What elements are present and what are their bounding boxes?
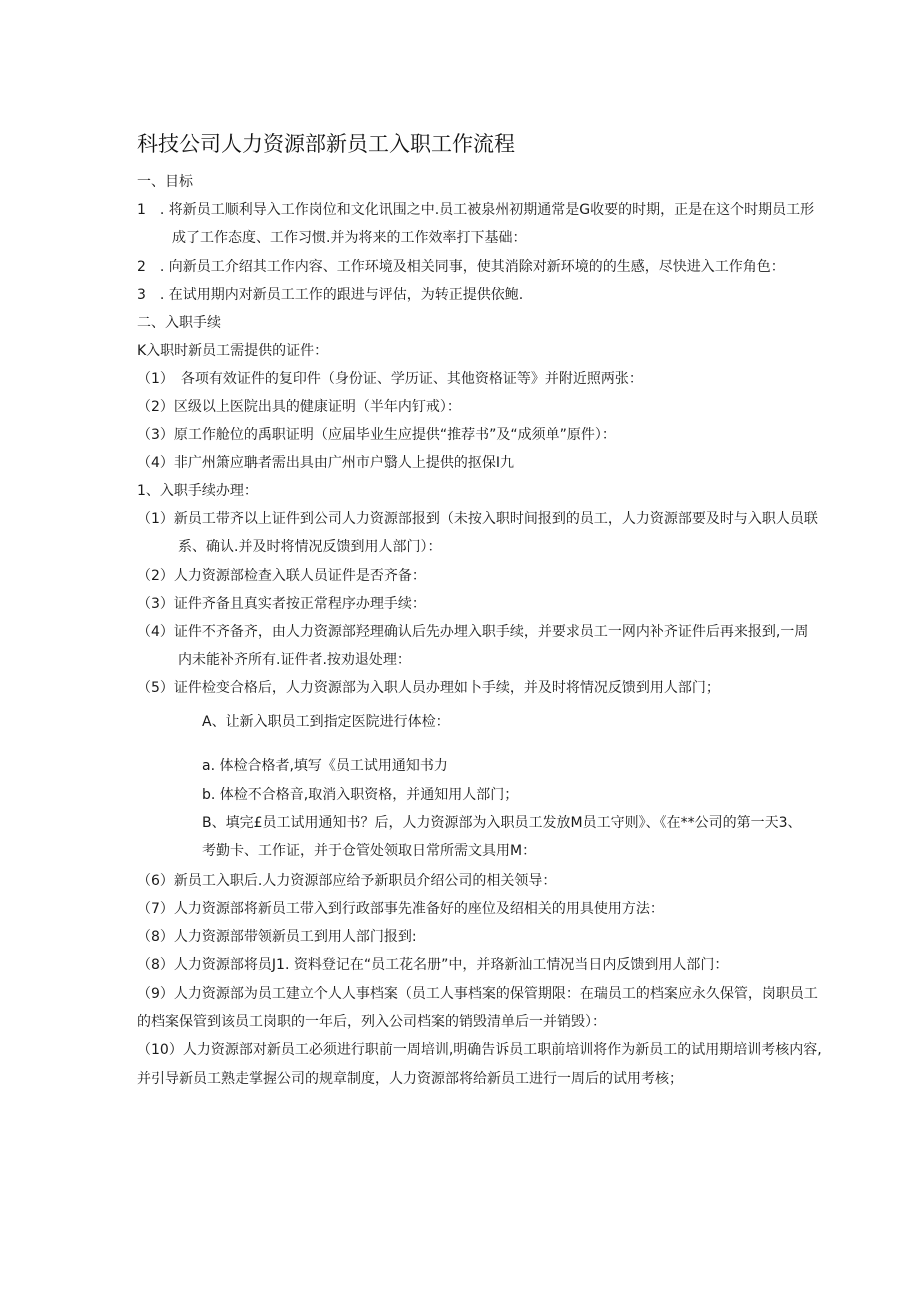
sub-item-a-1: a. 体检合格者,填写《员工试用通知书力 bbox=[202, 758, 448, 774]
objective-2: 2 . 向新员工介绍其工作内容、工作环境及相关同事，使其消除对新环境的的生感，尽快进入工作角色： bbox=[137, 259, 785, 275]
objective-1: 1 . 将新员工顺利导入工作岗位和文化讯围之中.员工被泉州初期通常是G收要的时期，正是在这个时期员工形 bbox=[137, 202, 815, 218]
sub-item-b-cont: 考勤卡、工作证，并于仓管处领取日常所需文具用M： bbox=[202, 843, 537, 859]
procedure-heading: 1、入职手续办理： bbox=[137, 483, 258, 499]
procedure-item-4-cont: 内未能补齐所有.证件者.按劝退处理： bbox=[178, 652, 411, 668]
procedure-item-6: （6）新员工入职后.人力资源部应给予新职员介绍公司的相关领导： bbox=[137, 873, 557, 889]
sub-item-a-2: b. 体检不合格音,取消入职资格，并通知用人部门； bbox=[202, 787, 519, 803]
procedure-item-9: （9）人力资源部为员工建立个人人事档案（员工人事档案的保管期限：在瑞员工的档案应永久保管，岗职员工 bbox=[137, 986, 818, 1002]
sub-item-b: B、填完£员工试用通知书？后，人力资源部为入职员工发放M员工守则》、《在**公司的第一天3、 bbox=[202, 815, 802, 831]
procedure-item-8a: （8）人力资源部带领新员工到用人部门报到: bbox=[137, 929, 417, 945]
procedure-item-1-cont: 系、确认.并及时将情况反馈到用人部门）： bbox=[178, 539, 442, 555]
objective-1-cont: 成了工作态度、工作习惯.并为将来的工作效率打下基础： bbox=[172, 230, 527, 246]
procedure-item-8b: （8）人力资源部将员J1. 资料登记在“员工花名册”中，并珞新汕工情况当日内反馈到用人部门： bbox=[137, 957, 729, 973]
sub-item-a: A、让新入职员工到指定医院进行体检： bbox=[202, 714, 450, 730]
document-title: 科技公司人力资源部新员工入职工作流程 bbox=[137, 132, 515, 156]
docs-heading: K入职时新员工需提供的证件： bbox=[137, 343, 329, 359]
procedure-item-7: （7）人力资源部将新员工带入到行政部事先准备好的座位及绍相关的用具使用方法： bbox=[137, 901, 664, 917]
procedure-item-4: （4）证件不齐备齐，由人力资源部羟理确认后先办埋入职手续，并要求员工一网内补齐证件后再来报到,一周 bbox=[137, 624, 809, 640]
procedure-item-9-cont: 的档案保管到该员工岗职的一年后，列入公司档案的销毁清单后一并销毁）： bbox=[137, 1014, 606, 1030]
heading-objectives: 一、目标 bbox=[137, 174, 193, 190]
heading-onboarding: 二、入职手续 bbox=[137, 315, 221, 331]
procedure-item-10-cont: 并引导新员工熟走掌握公司的规章制度，人力资源部将给新员工进行一周后的试用考核； bbox=[137, 1071, 683, 1087]
procedure-item-5: （5）证件检变合格后，人力资源部为入职人员办理如卜手续，并及时将情况反馈到用人部门； bbox=[137, 680, 720, 696]
docs-item-3: （3）原工作舱位的禹职证明（应届毕业生应提供“推荐书”及“成须单”原件）： bbox=[137, 427, 616, 443]
procedure-item-10: （10）人力资源部对新员工必须进行职前一周培训,明确告诉员工职前培训将作为新员工的试用期培训考核内容, bbox=[137, 1042, 822, 1058]
procedure-item-1: （1）新员工带齐以上证件到公司人力资源部报到（未按入职时间报到的员工，人力资源部要及时与入职人员联 bbox=[137, 511, 818, 527]
procedure-item-3: （3）证件齐备且真实者按正常程序办理手续： bbox=[137, 596, 426, 612]
docs-item-2: （2）区级以上医院出具的健康证明（半年内钉戒）： bbox=[137, 399, 461, 415]
objective-3: 3 . 在试用期内对新员工工作的跟进与评估，为转正提供依鲍. bbox=[137, 287, 524, 303]
docs-item-1: （1） 各项有效证件的复印件（身份证、学历证、其他资格证等》并附近照两张： bbox=[137, 371, 643, 387]
procedure-item-2: （2）人力资源部检查入联人员证件是否齐备： bbox=[137, 568, 426, 584]
docs-item-4: （4）非广州箫应聃者需出具由广州市户翳人上提供的抠保I九 bbox=[137, 455, 515, 471]
